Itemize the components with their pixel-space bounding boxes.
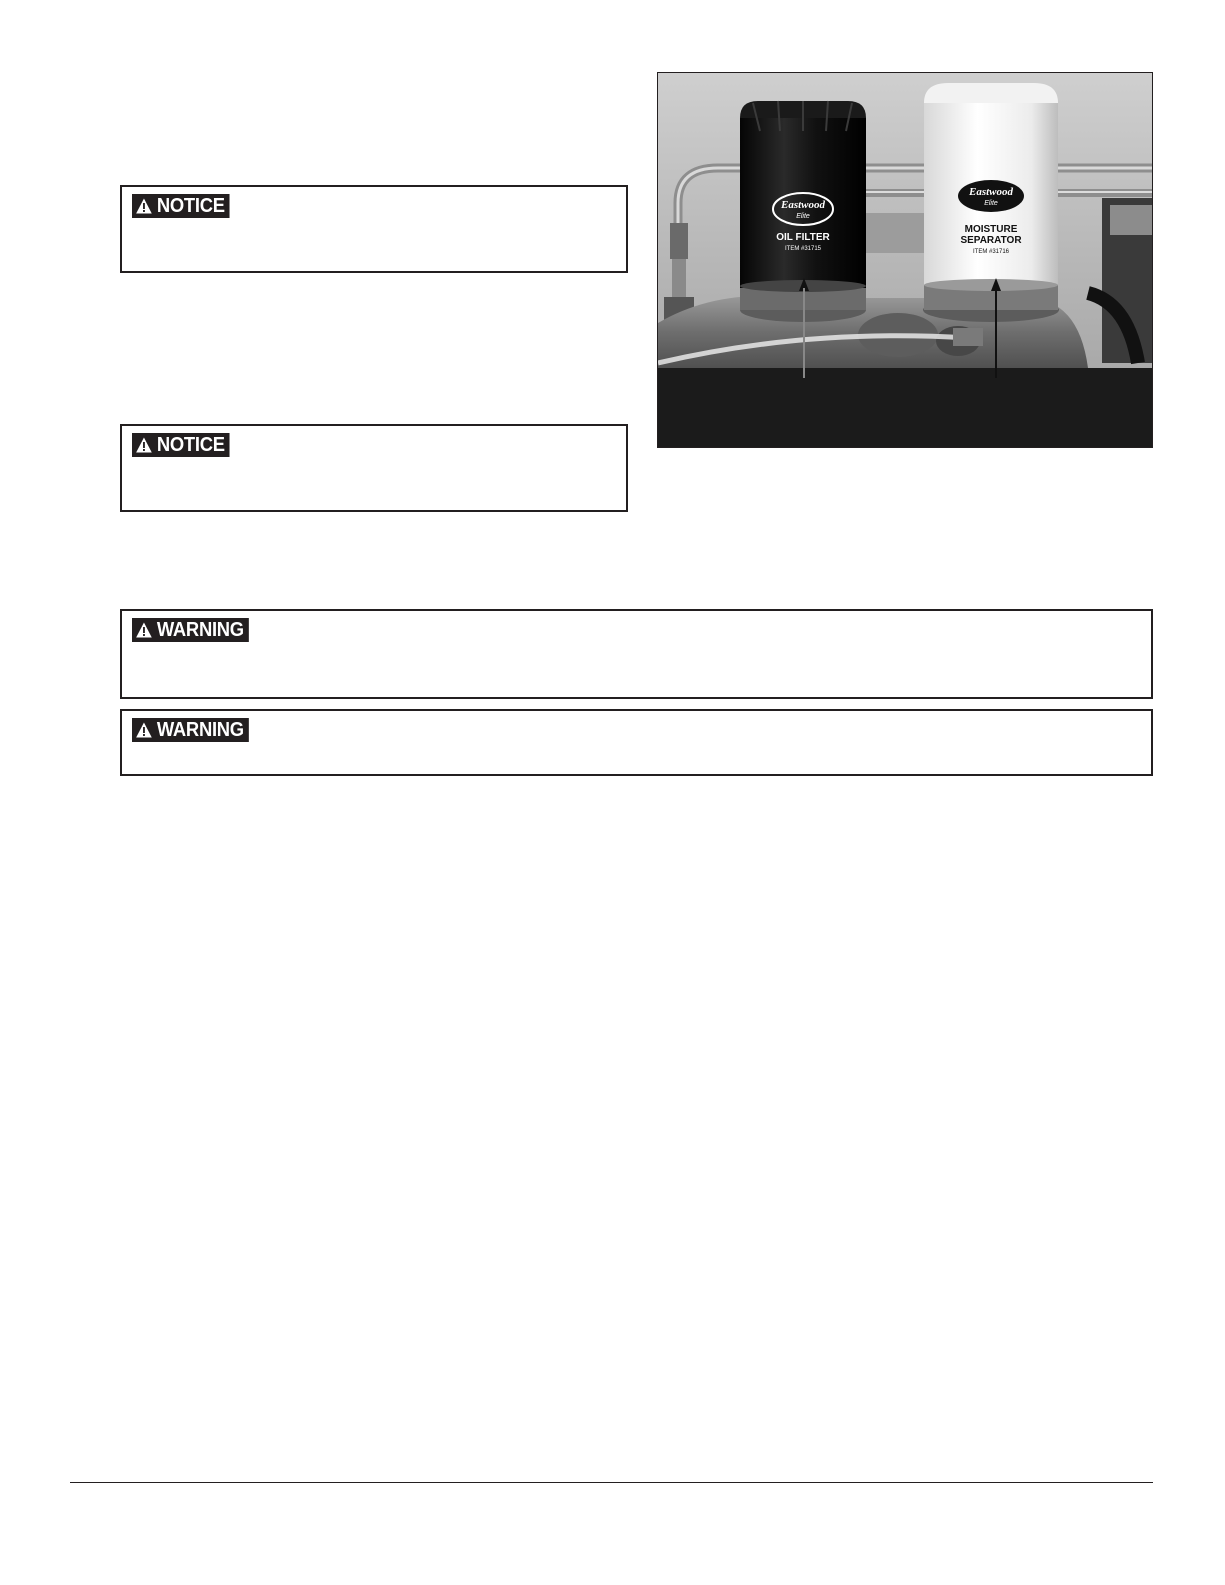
separator-subbrand: Elite — [984, 200, 998, 207]
oil-filter-subbrand: Elite — [796, 213, 810, 220]
oil-filter-name: OIL FILTER — [776, 232, 830, 243]
warning-triangle-icon — [136, 622, 153, 638]
warning-box — [120, 709, 1153, 776]
separator-name-line2: SEPARATOR — [960, 235, 1022, 246]
notice-box — [120, 424, 628, 512]
warning-badge — [132, 618, 248, 642]
warning-label: WARNING — [156, 618, 244, 641]
oil-filter-brand: Eastwood — [780, 199, 825, 211]
separator-name-line1: MOISTURE — [964, 224, 1018, 235]
separator-brand: Eastwood — [968, 186, 1013, 198]
warning-box — [120, 609, 1153, 699]
notice-label: NOTICE — [156, 194, 225, 217]
notice-box — [120, 185, 628, 273]
notice-label: NOTICE — [156, 433, 225, 456]
footer-rule — [70, 1482, 1153, 1483]
warning-triangle-icon — [136, 722, 153, 738]
filter-photo-drawing — [658, 73, 1153, 448]
notice-badge — [132, 194, 229, 218]
separator-item: ITEM #31716 — [972, 249, 1010, 255]
notice-badge — [132, 433, 229, 457]
warning-badge — [132, 718, 248, 742]
warning-label: WARNING — [156, 718, 244, 741]
warning-triangle-icon — [136, 437, 153, 453]
warning-triangle-icon — [136, 198, 153, 214]
filter-photo — [657, 72, 1153, 448]
oil-filter-item: ITEM #31715 — [784, 246, 822, 252]
